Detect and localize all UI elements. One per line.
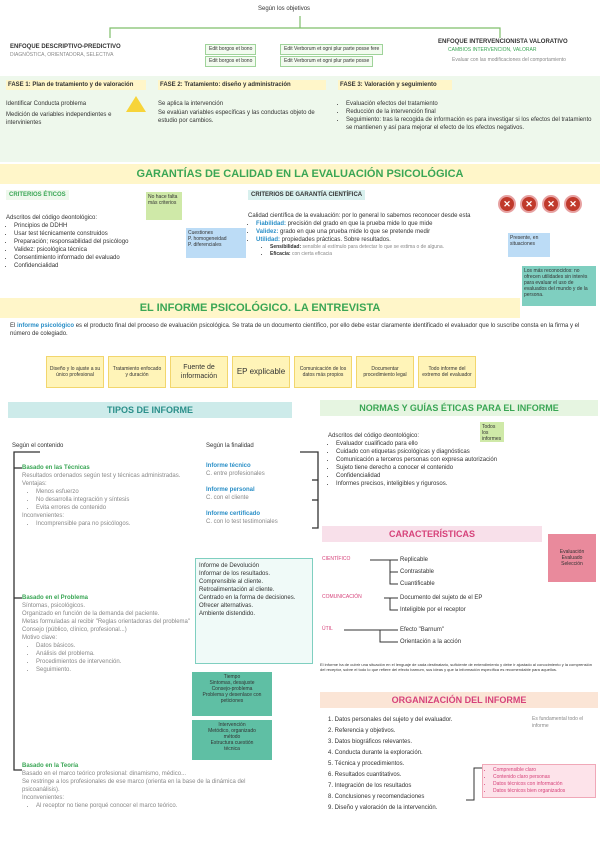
pink-item: • Contenido claro personas: [493, 774, 593, 781]
finalidad-sub: C. con lo test testimoniales: [206, 519, 278, 525]
cientifica-text: precisión del grado en que la prueba mide lo que mide: [287, 221, 433, 227]
cientifica-text: propiedades prácticas. Sobre resultados.: [281, 237, 391, 243]
green-box-2: Edit borgos et bono: [205, 56, 256, 67]
normas-title: NORMAS Y GUÍAS ÉTICAS PARA EL INFORME: [320, 400, 598, 416]
tipo-teoria: [22, 762, 282, 810]
seal-icon: ✕: [498, 195, 516, 213]
cientifica-subitem: [270, 244, 498, 251]
caract-title: CARACTERÍSTICAS: [322, 526, 542, 542]
informe-cards: [46, 356, 476, 388]
tipo-bullet: • Evita errores de contenido: [36, 504, 190, 512]
organizacion-item: 9. Diseño y valoración de la intervención.: [328, 805, 438, 811]
sticky-note-teal: Los más reconocidos: no ofrecen utilidades sin interés para evaluar el uso de evaluados del mundo y de la persona.: [522, 266, 596, 306]
info-card: EP explicable: [232, 356, 290, 388]
green-box-3: Edit Verborum et ogni plur parte posse fere: [280, 44, 383, 55]
phase-2-item: Se evalúan variables específicas y las conductas objeto de estudio por cambios.: [158, 110, 315, 124]
caract-item: Replicable: [400, 557, 429, 563]
sticky-note-green-2: Todos los informes: [480, 422, 504, 442]
cientifica-subtext: con cierta eficacia: [291, 251, 332, 257]
tipo-title: Basado en las Técnicas: [22, 465, 90, 471]
cientifica-subitem: [270, 251, 498, 258]
sticky-note-teal-2: Tiempo Sintomas, desajuste Consejo-problema Problema y desenlace con peticiones: [192, 672, 272, 716]
finalidad-title: Informe certificado: [206, 511, 261, 517]
tipo-finalidad: [206, 462, 316, 526]
tipo-line: Síntomas, psicológicos.: [22, 603, 86, 609]
eticos-item: • Validez: psicológica técnica: [14, 246, 176, 254]
tipo-line: Organizado en función de la demanda del paciente.: [22, 611, 160, 617]
top-map: [0, 0, 600, 72]
cientifica-text: grado en que una prueba mide lo que se pretende medir: [280, 229, 431, 235]
phase-1: [6, 80, 146, 127]
normas-item: • Informes precisos, inteligibles y rigurosos.: [336, 480, 568, 488]
cientifica-subtext: sensible al estímulo para detectar lo que se estima o de alguna.: [302, 244, 444, 250]
seal-icon: ✕: [520, 195, 538, 213]
sticky-note-blue: Cuestiones P. homogeneidad P. diferenciales: [186, 228, 246, 258]
sticky-note-pink: Evaluación Evaluado Selección: [548, 534, 596, 582]
organizacion-item: 3. Datos biográficos relevantes.: [328, 739, 413, 745]
phase-2-title: FASE 2: Tratamiento: diseño y administración: [158, 80, 326, 90]
tipo-bullet: • Procedimientos de intervención.: [36, 658, 190, 666]
organizacion-item: 7. Integración de los resultados: [328, 783, 412, 789]
caract-group-label: ÚTIL: [322, 626, 333, 632]
tipo-line: Inconvenientes:: [22, 513, 65, 519]
normas-item: • Evaluador cualificado para ello: [336, 440, 568, 448]
normas-section: [328, 432, 568, 488]
pink-item: • Comprensible claro: [493, 767, 593, 774]
cientifica-subkey: Sensibilidad:: [270, 244, 302, 250]
tipo-line: Ventajas:: [22, 481, 47, 487]
tipo-line: Se restringe a los profesionales de ese marco (orienta en la base de la dinámica del psicoanálisis).: [22, 779, 246, 793]
caract-item: Inteligible por el receptor: [400, 607, 466, 613]
green-box-4: Edit Verborum et ogni plur parte posse: [280, 56, 373, 67]
seal-icon: ✕: [542, 195, 560, 213]
tipo-bullet: • Datos básicos.: [36, 642, 190, 650]
normas-item: • Comunicación a terceros personas con expresa autorización: [336, 456, 568, 464]
cientifica-title: CRITERIOS DE GARANTÍA CIENTÍFICA: [248, 190, 365, 200]
organizacion-pink-box: [482, 764, 596, 798]
phase-3-item: • Evaluación efectos del tratamiento: [346, 100, 594, 108]
cientifica-section: [248, 190, 498, 258]
tipo-bullet: • No desarrolla integración y síntesis: [36, 496, 190, 504]
organizacion-title: ORGANIZACIÓN DEL INFORME: [320, 692, 598, 708]
organizacion-item: 4. Conducta durante la exploración.: [328, 750, 423, 756]
phase-1-title: FASE 1: Plan de tratamiento y de valoración: [6, 80, 146, 90]
caract-item: Contrastable: [400, 569, 435, 575]
tipo-title: Basado en el Problema: [22, 595, 89, 601]
tipos-col1-head: Según el contenido: [12, 443, 64, 449]
phase-3-item: • Seguimiento: tras la recogida de información es para investigar si los efectos del tratamiento se mantienen y así para mejorar el efecto de los efectos negativos.: [346, 116, 594, 132]
phase-2: [158, 80, 326, 125]
tipo-line: Inconvenientes:: [22, 795, 65, 801]
objectives-header: Según los objetivos: [258, 6, 311, 12]
tipos-col2-head: Según la finalidad: [206, 443, 254, 449]
finalidad-title: Informe técnico: [206, 463, 251, 469]
right-approach-note: Evaluar con las modificaciones del comportamiento: [452, 57, 566, 63]
info-card: Fuente de información: [170, 356, 228, 388]
warning-icon: [126, 96, 146, 112]
phase-2-item: Se aplica la intervención: [158, 101, 224, 107]
eticos-item: • Usar test técnicamente construidos: [14, 230, 176, 238]
info-card: Comunicación de los datos más propios: [294, 356, 352, 388]
eticos-intro: Adscritos del código deontológico:: [6, 215, 98, 221]
cientifica-key: Validez:: [256, 229, 279, 235]
cientifica-intro: Calidad científica de la evaluación: por lo general lo sabemos reconocer desde esta: [248, 213, 471, 219]
phase-3: [338, 80, 594, 132]
normas-item: • Sujeto tiene derecho a conocer el contenido: [336, 464, 568, 472]
devolucion-box: Informe de Devolución Informar de los resultados. Comprensible al cliente. Retroalimentación al cliente. Centrado en la forma de decisiones. Ofrecer alternativas. Ambiente distendido.: [195, 558, 313, 664]
tipo-bullet: • Menos esfuerzo: [36, 488, 190, 496]
caract-item: Efecto "Barnum": [400, 627, 444, 633]
finalidad-sub: C. con el cliente: [206, 495, 249, 501]
phase-1-item: Medición de variables independientes e intervinientes: [6, 112, 112, 126]
cientifica-subkey: Eficacia:: [270, 251, 291, 257]
sticky-note-teal-3: Intervención Metódico, organizado método Estructura cuestión técnica: [192, 720, 272, 760]
organizacion-item: 8. Conclusiones y recomendaciones: [328, 794, 425, 800]
caract-group-label: CIENTÍFICO: [322, 556, 351, 562]
pink-item: • Datos técnicos bien organizados: [493, 788, 593, 795]
green-box-1: Edit borgos et bono: [205, 44, 256, 55]
phase-3-title: FASE 3: Valoración y seguimiento: [338, 80, 452, 90]
phase-3-item: • Reducción de la intervención final: [346, 108, 594, 116]
garantias-banner: GARANTÍAS DE CALIDAD EN LA EVALUACIÓN PSICOLÓGICA: [0, 164, 600, 184]
tipo-line: Consejo (público, clínico, profesional...): [22, 627, 127, 633]
cientifica-item: [256, 236, 498, 244]
organizacion-item: 1. Datos personales del sujeto y del evaluador.: [328, 717, 453, 723]
eticos-title: CRITERIOS ÉTICOS: [6, 190, 69, 200]
tipo-bullet: • Seguimiento.: [36, 666, 190, 674]
eticos-item: • Principios de DDHH: [14, 222, 176, 230]
organizacion-item: 2. Referencia y objetivos.: [328, 728, 396, 734]
phase-1-item: Identificar Conducta problema: [6, 101, 87, 107]
left-approach-subtitle: DIAGNÓSTICA, ORIENTADORA, SELECTIVA: [10, 52, 114, 58]
info-card: Diseño y lo ajuste a su único profesional: [46, 356, 104, 388]
tipo-title: Basado en la Teoría: [22, 763, 79, 769]
caract-item: Documento del sujeto de el EP: [400, 595, 483, 601]
eticos-item: • Consentimiento informado del evaluado: [14, 254, 176, 262]
stamp-row: [498, 195, 582, 213]
eticos-item: • Preparación; responsabilidad del psicólogo: [14, 238, 176, 246]
caract-note: El informe ha de cubrir una situación en el lenguaje de cada destinatario, suficiente de entendimiento y debe ir ajustado al conocimiento y la comprensión del receptor, sobre el todo lo que refiere del efecto barnum, sus ideas y que la información específica es recomendable para aquellos.: [320, 662, 592, 672]
highlight-term: informe psicológico: [17, 323, 75, 329]
tipo-tecnicas: [22, 464, 190, 528]
info-card: Documentar procedimiento legal: [356, 356, 414, 388]
tipo-bullet: • Al receptor no tiene porqué conocer el marco teórico.: [36, 802, 282, 810]
normas-item: • Confidencialidad: [336, 472, 568, 480]
tipo-line: Resultados ordenados según test y técnicas administradas.: [22, 473, 181, 479]
organizacion-item: 6. Resultados cuantitativos.: [328, 772, 402, 778]
tipo-line: Metas formuladas al recibir "Reglas orientadoras del problema": [22, 619, 191, 625]
pink-item: • Datos técnicos con información: [493, 781, 593, 788]
tipo-line: Motivo clave:: [22, 635, 58, 641]
right-approach-subtitle: CAMBIOS INTERVENCION, VALORAR: [448, 47, 537, 53]
tipo-bullet: • Análisis del problema.: [36, 650, 190, 658]
organizacion-side-note: Es fundamental todo el informe: [532, 716, 584, 729]
caract-group-label: COMUNICACIÓN: [322, 594, 362, 600]
sticky-note-green: No hace falta más criterios: [146, 192, 182, 220]
caract-item: Orientación a la acción: [400, 639, 462, 645]
left-approach-title: ENFOQUE DESCRIPTIVO-PREDICTIVO: [10, 44, 121, 50]
cientifica-item: [256, 228, 498, 236]
sticky-note-blue-2: Presente, en situaciones: [508, 233, 550, 257]
info-card: Tratamiento enfocado y duración: [108, 356, 166, 388]
informe-banner: EL INFORME PSICOLÓGICO. LA ENTREVISTA: [0, 298, 520, 318]
seal-icon: ✕: [564, 195, 582, 213]
eticos-item: • Confidencialidad: [14, 262, 176, 270]
tipo-line: Basado en el marco teórico profesional: dinamismo, médico...: [22, 771, 187, 777]
informe-paragraph: El informe psicológico es el producto final del proceso de evaluación psicológica. Se trata de un documento científico, por ello debe estar claramente identificado el evaluador que lo suscribe consta en la firma y el número de colegiado.: [10, 323, 580, 337]
cientifica-key: Fiabilidad:: [256, 221, 286, 227]
cientifica-key: Utilidad:: [256, 237, 280, 243]
cientifica-item: [256, 220, 498, 228]
tipo-problema: [22, 594, 190, 674]
organizacion-item: 5. Técnica y procedimientos.: [328, 761, 405, 767]
normas-intro: Adscritos del código deontológico:: [328, 433, 420, 439]
tipos-title: TIPOS DE INFORME: [8, 402, 292, 418]
info-card: Todo informe del extremo del evaluador: [418, 356, 476, 388]
finalidad-title: Informe personal: [206, 487, 255, 493]
tipo-bullet: • Incomprensible para no psicólogos.: [36, 520, 190, 528]
organizacion-bracket: [464, 764, 484, 814]
caract-item: Cuantificable: [400, 581, 435, 587]
right-approach-title: ENFOQUE INTERVENCIONISTA VALORATIVO: [438, 39, 568, 45]
normas-item: • Cuidado con etiquetas psicológicas y diagnósticas: [336, 448, 568, 456]
finalidad-sub: C. entre profesionales: [206, 471, 265, 477]
